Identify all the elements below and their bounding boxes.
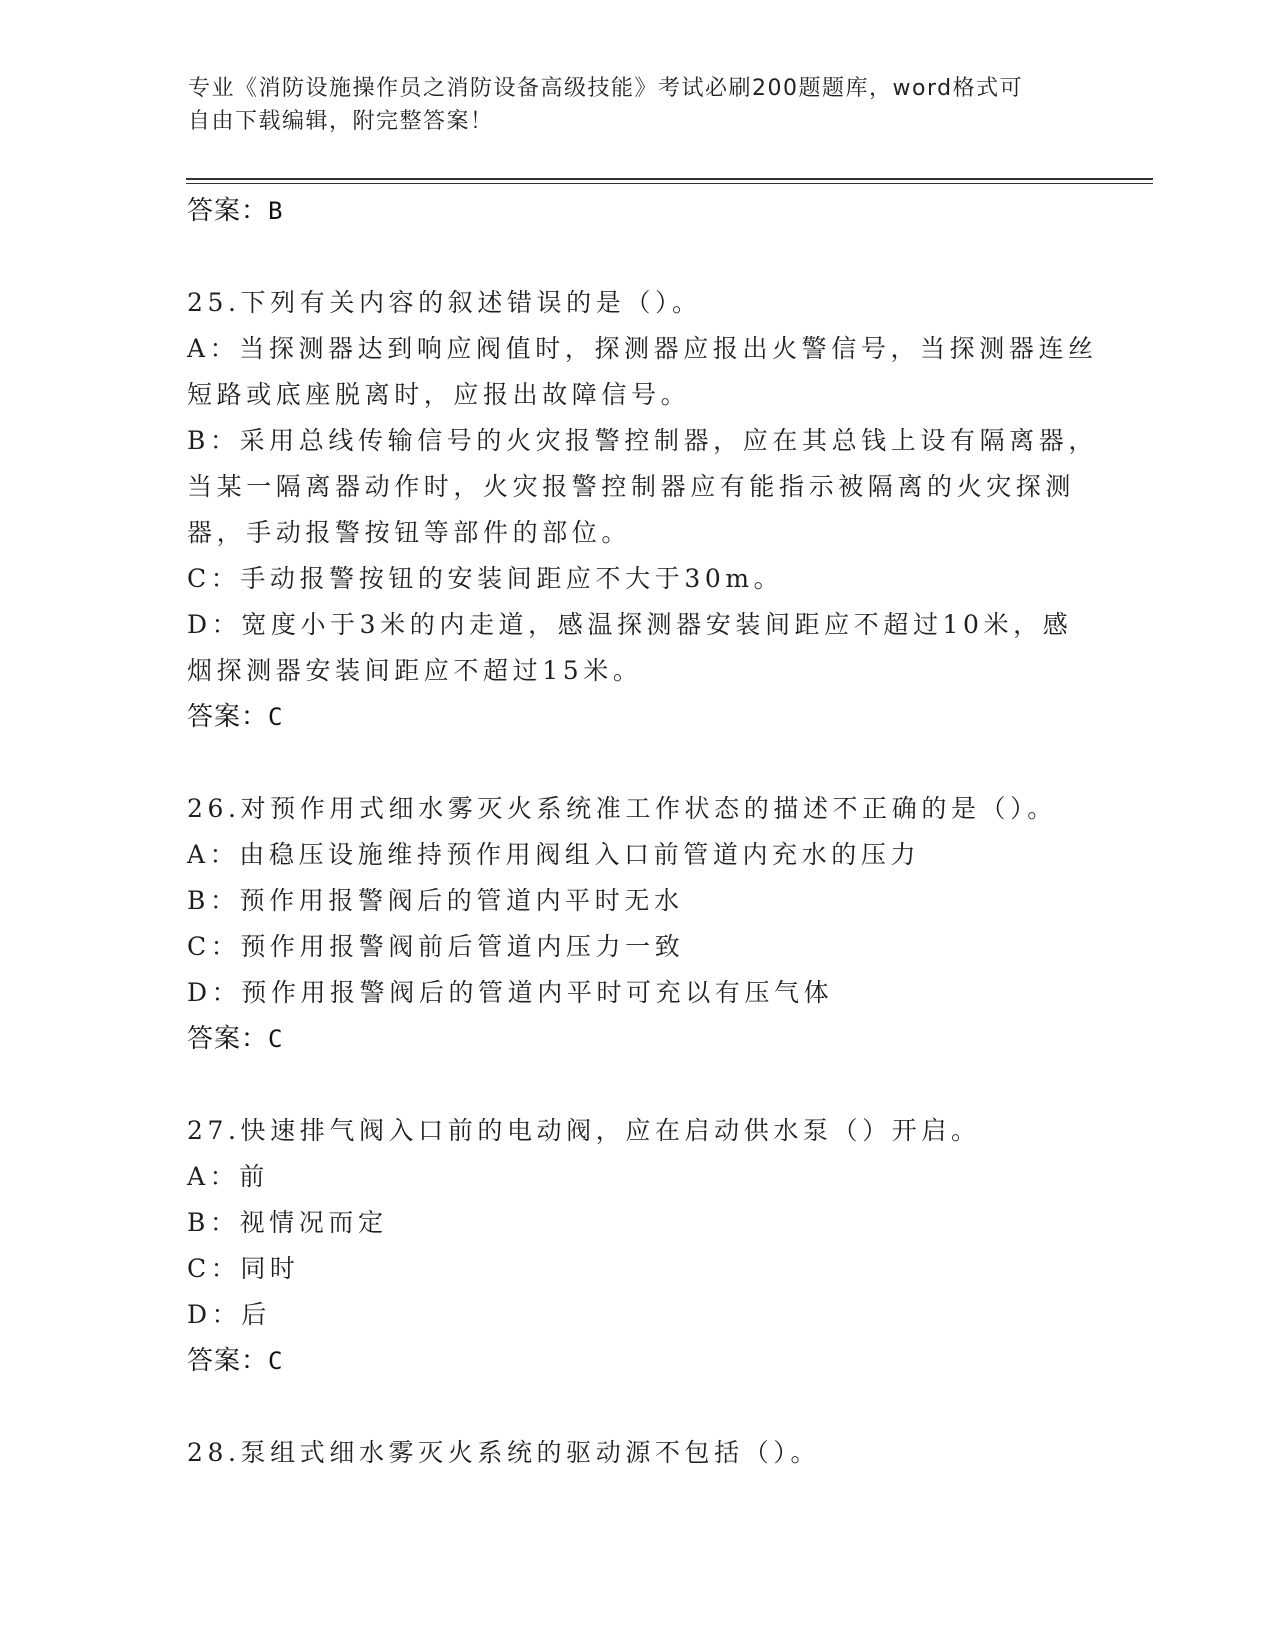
- option-c: C：同时: [187, 1254, 300, 1283]
- option-a-line-2: 短路或底座脱离时，应报出故障信号。: [187, 380, 691, 409]
- question-stem: 28.泵组式细水雾灭火系统的驱动源不包括（）。: [187, 1438, 821, 1467]
- spacer: [187, 234, 1087, 280]
- spacer: [187, 740, 1087, 786]
- answer-value: C: [268, 1025, 284, 1053]
- option-d-line-1: D：宽度小于3米的内走道，感温探测器安装间距应不超过10米，感: [187, 610, 1073, 639]
- question-28: [187, 1430, 1087, 1476]
- question-answer: [187, 1338, 1087, 1384]
- question-answer: [187, 694, 1087, 740]
- spacer: [187, 1384, 1087, 1430]
- question-stem: 25.下列有关内容的叙述错误的是（）。: [187, 288, 702, 317]
- option-d-line-2: 烟探测器安装间距应不超过15米。: [187, 656, 643, 685]
- answer-label: 答案：: [187, 1346, 269, 1376]
- question-stem: 26.对预作用式细水雾灭火系统准工作状态的描述不正确的是（）。: [187, 794, 1057, 823]
- answer-value: C: [268, 703, 284, 731]
- answer-label: 答案：: [187, 1024, 269, 1054]
- page-header: [188, 72, 1068, 138]
- option-b-line-2: 当某一隔离器动作时，火灾报警控制器应有能指示被隔离的火灾探测: [187, 472, 1076, 501]
- option-c: C：预作用报警阀前后管道内压力一致: [187, 932, 685, 961]
- option-a-line-1: A：当探测器达到响应阀值时，探测器应报出火警信号，当探测器连丝: [187, 334, 1098, 363]
- option-d: D：后: [187, 1300, 271, 1329]
- option-b-line-1: B：采用总线传输信号的火灾报警控制器，应在其总钱上设有隔离器，: [187, 426, 1098, 455]
- header-divider-thin: [186, 183, 1153, 184]
- previous-answer: [187, 188, 1087, 234]
- question-list: [187, 188, 1098, 1476]
- option-a: A：前: [187, 1162, 269, 1191]
- answer-label: 答案：: [187, 702, 269, 732]
- question-25: [187, 280, 1098, 740]
- answer-label: 答案：: [187, 196, 269, 226]
- option-b: B：预作用报警阀后的管道内平时无水: [187, 886, 684, 915]
- header-line-2: 自由下载编辑，附完整答案！: [188, 109, 494, 134]
- option-a: A：由稳压设施维持预作用阀组入口前管道内充水的压力: [187, 840, 921, 869]
- question-26: [187, 786, 1087, 1062]
- spacer: [187, 1062, 1087, 1108]
- header-line-1: 专业《消防设施操作员之消防设备高级技能》考试必刷200题题库，word格式可: [188, 76, 1024, 101]
- question-stem: 27.快速排气阀入口前的电动阀，应在启动供水泵（）开启。: [187, 1116, 981, 1145]
- option-b: B：视情况而定: [187, 1208, 388, 1237]
- option-c-line-1: C：手动报警按钮的安装间距应不大于30m。: [187, 564, 784, 593]
- question-answer: [187, 1016, 1087, 1062]
- answer-value: C: [268, 1347, 284, 1375]
- answer-value: B: [268, 197, 284, 225]
- option-d: D：预作用报警阀后的管道内平时可充以有压气体: [187, 978, 834, 1007]
- question-27: [187, 1108, 1087, 1384]
- header-divider-thick: [186, 178, 1153, 180]
- option-b-line-3: 器，手动报警按钮等部件的部位。: [187, 518, 632, 547]
